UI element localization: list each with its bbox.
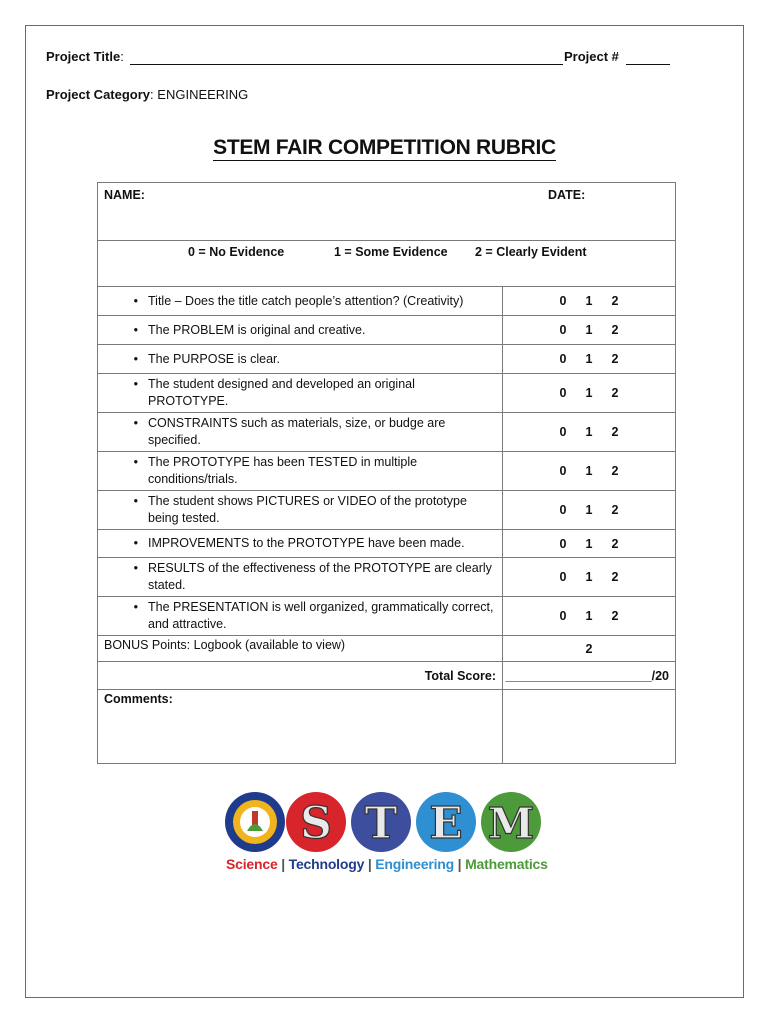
criterion-text: The PROBLEM is original and creative. [148,322,366,337]
scale-clearly-evident: 2 = Clearly Evident [475,245,587,259]
tagline-technology: Technology [288,856,365,872]
score-option-1[interactable]: 1 [585,352,593,366]
score-options[interactable] [503,316,676,345]
score-option-0[interactable]: 0 [559,536,567,551]
score-option-2[interactable]: 2 [611,425,619,439]
bonus-score[interactable]: 2 [503,636,676,662]
criterion-row [98,597,676,636]
score-options[interactable] [503,374,676,413]
name-label: NAME: [104,188,145,202]
score-option-0[interactable]: 0 [559,386,567,400]
school-district-seal-icon [225,792,285,852]
project-number-field[interactable] [626,64,670,65]
score-option-0[interactable]: 0 [559,323,567,337]
score-options[interactable] [503,287,676,316]
criterion-text: IMPROVEMENTS to the PROTOTYPE have been made. [148,536,465,550]
score-option-0[interactable]: 0 [559,425,567,439]
score-option-2[interactable]: 2 [611,570,619,584]
name-date-row [98,183,676,241]
score-option-1[interactable]: 1 [585,294,593,308]
bullet-icon: • [133,455,138,469]
score-options[interactable] [503,558,676,597]
comments-label: Comments: [104,692,173,706]
score-option-0[interactable]: 0 [559,503,567,517]
svg-text:E: E [429,798,463,849]
score-options[interactable] [503,491,676,530]
project-category-label: Project Category [46,87,151,102]
project-title-label: Project Title [46,49,121,64]
score-options[interactable] [503,452,676,491]
bonus-label: BONUS Points: Logbook (available to view) [104,638,346,652]
score-option-1[interactable]: 1 [585,386,593,400]
project-category-row: Project Category: ENGINEERING [46,87,249,102]
project-number-label: Project # [564,49,619,64]
score-options[interactable] [503,530,676,558]
bullet-icon: • [133,322,138,337]
score-option-1[interactable]: 1 [585,609,593,623]
score-option-1[interactable]: 1 [585,570,593,584]
stem-tagline: Science | Technology | Engineering | Mathematics [226,856,548,872]
criterion-row [98,452,676,491]
bullet-icon: • [133,494,138,508]
criterion-row [98,530,676,558]
comments-box[interactable] [503,690,676,764]
criterion-row [98,413,676,452]
score-option-2[interactable]: 2 [611,323,619,337]
score-option-1[interactable]: 1 [585,323,593,337]
criterion-text: The student shows PICTURES or VIDEO of the prototype being tested. [148,494,467,525]
criterion-text: RESULTS of the effectiveness of the PROTOTYPE are clearly stated. [148,561,492,592]
letter-t-icon [351,792,411,852]
total-score-label: Total Score: [424,668,496,683]
score-option-2[interactable]: 2 [611,503,619,517]
rubric-table [97,182,676,764]
score-option-0[interactable]: 0 [559,352,567,366]
criterion-text: The PROTOTYPE has been TESTED in multiple conditions/trials. [148,455,418,486]
svg-text:S: S [300,798,332,849]
criterion-row [98,491,676,530]
total-score-field[interactable]: _____________________/20 [503,662,676,690]
tagline-mathematics: Mathematics [465,856,548,872]
score-option-2[interactable]: 2 [611,464,619,478]
score-options[interactable] [503,597,676,636]
letter-e-icon [416,792,476,852]
scale-some-evidence: 1 = Some Evidence [334,245,448,259]
bullet-icon: • [133,377,138,391]
scale-no-evidence: 0 = No Evidence [188,245,285,259]
date-label: DATE: [548,188,586,202]
document-page [25,25,744,998]
bullet-icon: • [133,561,138,575]
svg-text:M: M [487,799,535,848]
criterion-row [98,374,676,413]
score-options[interactable] [503,345,676,374]
score-option-0[interactable]: 0 [559,609,567,623]
bonus-row [98,636,676,662]
criterion-row [98,287,676,316]
project-category-value: ENGINEERING [157,87,249,102]
tagline-science: Science [226,856,278,872]
criterion-text: Title – Does the title catch people’s attention? (Creativity) [148,293,464,308]
criterion-row [98,316,676,345]
bullet-icon: • [133,293,138,308]
score-option-2[interactable]: 2 [611,609,619,623]
score-option-1[interactable]: 1 [585,425,593,439]
bullet-icon: • [133,416,138,430]
scale-row [98,241,676,287]
criterion-text: The PRESENTATION is well organized, grammatically correct, and attractive. [148,600,494,631]
score-option-2[interactable]: 2 [611,536,619,551]
total-row [98,662,676,690]
score-option-0[interactable]: 0 [559,294,567,308]
project-title-field[interactable] [130,64,563,65]
criterion-text: The student designed and developed an original PROTOTYPE. [148,377,415,408]
project-title-label-row: Project Title: [46,49,124,64]
letter-m-icon [481,792,541,852]
page-title: STEM FAIR COMPETITION RUBRIC [213,136,556,159]
score-options[interactable] [503,413,676,452]
score-option-2[interactable]: 2 [611,386,619,400]
bullet-icon: • [133,351,138,366]
score-option-0[interactable]: 0 [559,464,567,478]
score-option-2[interactable]: 2 [611,294,619,308]
letter-s-icon [286,792,346,852]
score-option-1[interactable]: 1 [585,536,593,551]
criterion-row [98,558,676,597]
bullet-icon: • [133,536,138,550]
stem-logo [221,791,551,853]
comments-row [98,690,676,764]
score-option-1[interactable]: 1 [585,464,593,478]
criterion-text: CONSTRAINTS such as materials, size, or budge are specified. [148,416,446,447]
tagline-engineering: Engineering [375,856,454,872]
criterion-text: The PURPOSE is clear. [148,351,280,366]
score-option-2[interactable]: 2 [611,352,619,366]
svg-text:T: T [364,798,398,849]
score-option-1[interactable]: 1 [585,503,593,517]
score-option-0[interactable]: 0 [559,570,567,584]
criterion-row [98,345,676,374]
bullet-icon: • [133,600,138,614]
